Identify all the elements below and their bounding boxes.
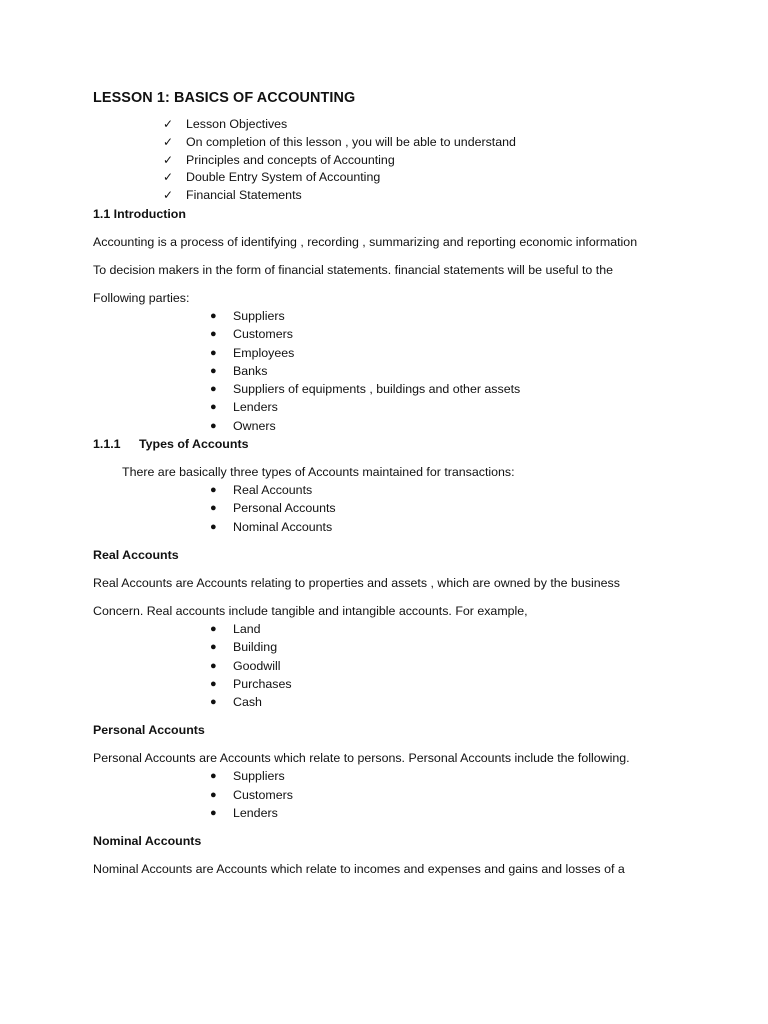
- paragraph: Concern. Real accounts include tangible and intangible accounts. For example,: [93, 603, 528, 618]
- list-item: ● Nominal Accounts: [209, 518, 693, 536]
- check-icon: ✓: [163, 117, 174, 131]
- list-item: ● Building: [209, 638, 693, 656]
- list-item: ● Lenders: [209, 398, 693, 416]
- bullet-icon: ●: [210, 484, 217, 497]
- section-heading-personal-accounts: Personal Accounts: [93, 723, 205, 738]
- check-icon: ✓: [163, 152, 174, 167]
- check-icon: ✓: [163, 170, 174, 185]
- paragraph: Following parties:: [93, 290, 190, 305]
- paragraph: Personal Accounts are Accounts which relate to persons. Personal Accounts include the following.: [93, 751, 630, 766]
- bullet-icon: ●: [210, 641, 217, 654]
- bullet-icon: ●: [210, 788, 217, 801]
- section-heading-nominal-accounts: Nominal Accounts: [93, 834, 202, 849]
- bullet-icon: ●: [210, 502, 217, 515]
- list-item: ● Customers: [209, 325, 693, 343]
- list-item: ● Personal Accounts: [209, 499, 693, 517]
- bullet-icon: ●: [210, 520, 217, 533]
- list-item: ● Real Accounts: [209, 481, 693, 499]
- objectives-checklist: [93, 116, 693, 205]
- list-item: ✓ On completion of this lesson , you will be able to understand: [163, 134, 693, 152]
- bullet-icon: ●: [210, 770, 217, 783]
- paragraph: Real Accounts are Accounts relating to properties and assets , which are owned by the business: [93, 575, 620, 590]
- bullet-icon: ●: [210, 659, 217, 672]
- list-item: ✓ Financial Statements: [163, 187, 693, 205]
- bullet-icon: ●: [210, 419, 217, 432]
- list-item: ● Suppliers of equipments , buildings and other assets: [209, 380, 693, 398]
- bullet-icon: ●: [210, 622, 217, 635]
- list-item: ● Employees: [209, 344, 693, 362]
- account-types-list: [93, 481, 693, 536]
- check-icon: ✓: [163, 134, 174, 149]
- list-item: ● Suppliers: [209, 307, 693, 325]
- bullet-icon: ●: [210, 696, 217, 709]
- list-item: ● Land: [209, 620, 693, 638]
- document-page: [93, 88, 693, 878]
- parties-list: [93, 307, 693, 435]
- list-item: ● Cash: [209, 693, 693, 711]
- list-item: ● Owners: [209, 417, 693, 435]
- section-title: Types of Accounts: [139, 437, 249, 452]
- personal-accounts-list: [93, 767, 693, 822]
- list-item: ● Goodwill: [209, 657, 693, 675]
- bullet-icon: ●: [210, 807, 217, 820]
- page-title: LESSON 1: BASICS OF ACCOUNTING: [93, 90, 356, 106]
- bullet-icon: ●: [210, 346, 217, 359]
- bullet-icon: ●: [210, 383, 217, 396]
- paragraph: There are basically three types of Accounts maintained for transactions:: [122, 465, 515, 480]
- paragraph: Accounting is a process of identifying , recording , summarizing and reporting economic information: [93, 234, 638, 249]
- bullet-icon: ●: [210, 364, 217, 377]
- list-item: ● Lenders: [209, 804, 693, 822]
- paragraph: To decision makers in the form of financial statements. financial statements will be useful to the: [93, 262, 613, 277]
- list-item: ● Customers: [209, 786, 693, 804]
- bullet-icon: ●: [210, 401, 217, 414]
- bullet-icon: ●: [210, 328, 217, 341]
- section-number: 1.1.1: [93, 437, 121, 452]
- list-item: ● Banks: [209, 362, 693, 380]
- section-heading-real-accounts: Real Accounts: [93, 547, 179, 562]
- list-item: ✓ Double Entry System of Accounting: [163, 169, 693, 187]
- paragraph: Nominal Accounts are Accounts which relate to incomes and expenses and gains and losses of a: [93, 862, 625, 877]
- section-heading-introduction: 1.1 Introduction: [93, 206, 186, 221]
- check-icon: ✓: [163, 188, 174, 203]
- list-item: ● Purchases: [209, 675, 693, 693]
- list-item: ✓ Principles and concepts of Accounting: [163, 152, 693, 170]
- real-accounts-list: [93, 620, 693, 711]
- bullet-icon: ●: [210, 309, 217, 322]
- section-heading-types-of-accounts: [93, 435, 693, 453]
- list-item: ● Suppliers: [209, 767, 693, 785]
- list-item: ✓ Lesson Objectives: [163, 116, 693, 134]
- bullet-icon: ●: [210, 677, 217, 690]
